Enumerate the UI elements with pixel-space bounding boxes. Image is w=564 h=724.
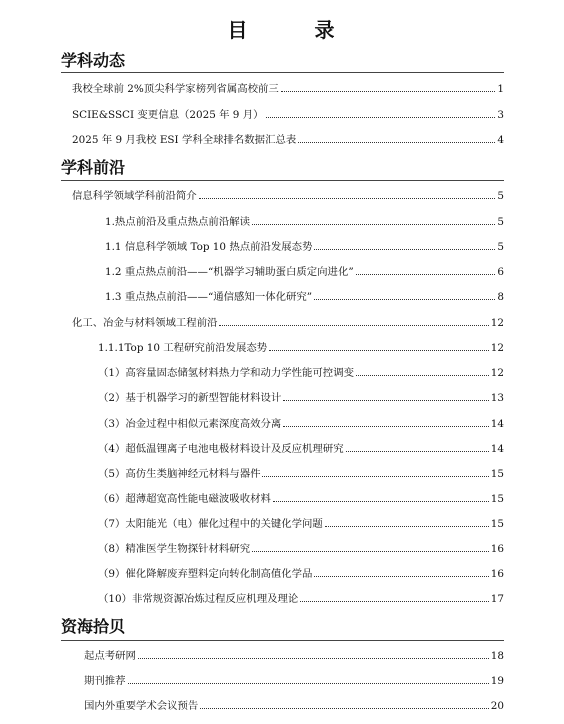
dot-leader [314,249,495,250]
dot-leader [356,375,489,376]
toc-entry-text: 期刊推荐 [84,675,126,687]
toc-entry-page: 15 [490,493,504,505]
toc-entry-text: 信息科学领域学科前沿简介 [72,190,197,202]
toc-entry[interactable] [105,213,504,228]
section-divider [61,180,504,181]
toc-entry-text: （3）冶金过程中相似元素深度高效分离 [98,418,282,430]
toc-entry[interactable] [72,314,504,329]
dot-leader [262,476,488,477]
dot-leader [281,91,496,92]
toc-entry-page: 18 [490,650,504,662]
toc-entry-page: 12 [490,342,504,354]
section-heading-resources: 资海拾贝 [61,617,126,636]
toc-entry-text: （2）基于机器学习的新型智能材料设计 [98,392,282,404]
toc-entry-page: 1 [497,83,504,95]
toc-entry[interactable] [98,415,504,430]
toc-entry-text: （9）催化降解废弃塑料定向转化制高值化学品 [98,568,313,580]
toc-entry[interactable] [98,490,504,505]
toc-entry-text: 起点考研网 [84,650,136,662]
dot-leader [298,142,495,143]
dot-leader [128,683,489,684]
toc-entry-page: 19 [490,675,504,687]
section-divider [61,72,504,73]
toc-entry-page: 12 [490,367,504,379]
section-divider [61,640,504,641]
toc-entry-page: 16 [490,568,504,580]
section-heading-academic-news: 学科动态 [61,51,126,70]
dot-leader [283,400,489,401]
toc-entry-text: （8）精准医学生物探针材料研究 [98,543,251,555]
dot-leader [325,526,489,527]
toc-entry-page: 13 [490,392,504,404]
toc-entry[interactable] [98,389,504,404]
toc-entry-text: SCIE&SSCI 变更信息（2025 年 9 月） [72,109,264,121]
toc-entry-page: 14 [490,443,504,455]
dot-leader [314,576,488,577]
toc-entry-text: （7）太阳能光（电）催化过程中的关键化学问题 [98,518,323,530]
toc-entry-text: （10）非常规资源冶炼过程反应机理及理论 [98,593,299,605]
toc-entry-page: 5 [497,190,504,202]
toc-entry[interactable] [84,672,504,687]
toc-title: 目 录 [227,18,365,42]
dot-leader [252,224,495,225]
dot-leader [266,117,496,118]
dot-leader [199,198,496,199]
toc-entry-page: 5 [497,216,504,228]
toc-entry-page: 15 [490,518,504,530]
toc-entry[interactable] [98,339,504,354]
toc-entry[interactable] [72,106,504,121]
toc-entry-text: （4）超低温锂离子电池电极材料设计及反应机理研究 [98,443,344,455]
toc-entry-page: 8 [497,291,504,303]
toc-entry-text: 2025 年 9 月我校 ESI 学科全球排名数据汇总表 [72,134,297,146]
toc-entry-text: 我校全球前 2%顶尖科学家榜列省属高校前三 [72,83,279,95]
toc-entry[interactable] [105,288,504,303]
toc-entry[interactable] [84,647,504,662]
toc-entry[interactable] [98,540,504,555]
toc-entry[interactable] [105,263,504,278]
section-heading-academic-frontier: 学科前沿 [61,158,126,177]
toc-entry-page: 16 [490,543,504,555]
toc-entry-text: 1.2 重点热点前沿——“机器学习辅助蛋白质定向进化” [105,266,354,278]
dot-leader [200,708,488,709]
toc-entry-text: 化工、冶金与材料领域工程前沿 [72,317,218,329]
toc-entry[interactable] [84,697,504,712]
toc-entry[interactable] [98,364,504,379]
toc-entry-page: 14 [490,418,504,430]
toc-entry-text: 1.3 重点热点前沿——“通信感知一体化研究” [105,291,313,303]
toc-entry-text: （6）超薄超宽高性能电磁波吸收材料 [98,493,271,505]
toc-entry[interactable] [72,80,504,95]
toc-entry[interactable] [98,515,504,530]
toc-entry-page: 4 [497,134,504,146]
toc-entry-text: 国内外重要学术会议预告 [84,700,199,712]
dot-leader [138,658,489,659]
dot-leader [300,601,489,602]
dot-leader [356,274,496,275]
toc-entry[interactable] [98,440,504,455]
dot-leader [273,501,489,502]
toc-entry[interactable] [98,565,504,580]
toc-entry[interactable] [98,465,504,480]
dot-leader [283,426,489,427]
toc-entry-page: 20 [490,700,504,712]
dot-leader [252,551,489,552]
toc-entry[interactable] [72,187,504,202]
toc-entry[interactable] [98,590,504,605]
dot-leader [314,299,495,300]
toc-entry-page: 12 [490,317,504,329]
toc-entry-text: （1）高容量固态储氢材料热力学和动力学性能可控调变 [98,367,354,379]
dot-leader [219,325,488,326]
toc-entry-page: 17 [490,593,504,605]
toc-entry-page: 3 [497,109,504,121]
toc-entry-text: 1.1 信息科学领域 Top 10 热点前沿发展态势 [105,241,313,253]
toc-entry-text: 1.1.1Top 10 工程研究前沿发展态势 [98,342,268,354]
toc-entry-page: 15 [490,468,504,480]
dot-leader [346,451,489,452]
toc-entry-text: 1.热点前沿及重点热点前沿解读 [105,216,250,228]
toc-entry[interactable] [72,131,504,146]
toc-entry[interactable] [105,238,504,253]
dot-leader [269,350,489,351]
toc-entry-page: 5 [497,241,504,253]
toc-entry-text: （5）高仿生类脑神经元材料与器件 [98,468,261,480]
toc-entry-page: 6 [497,266,504,278]
